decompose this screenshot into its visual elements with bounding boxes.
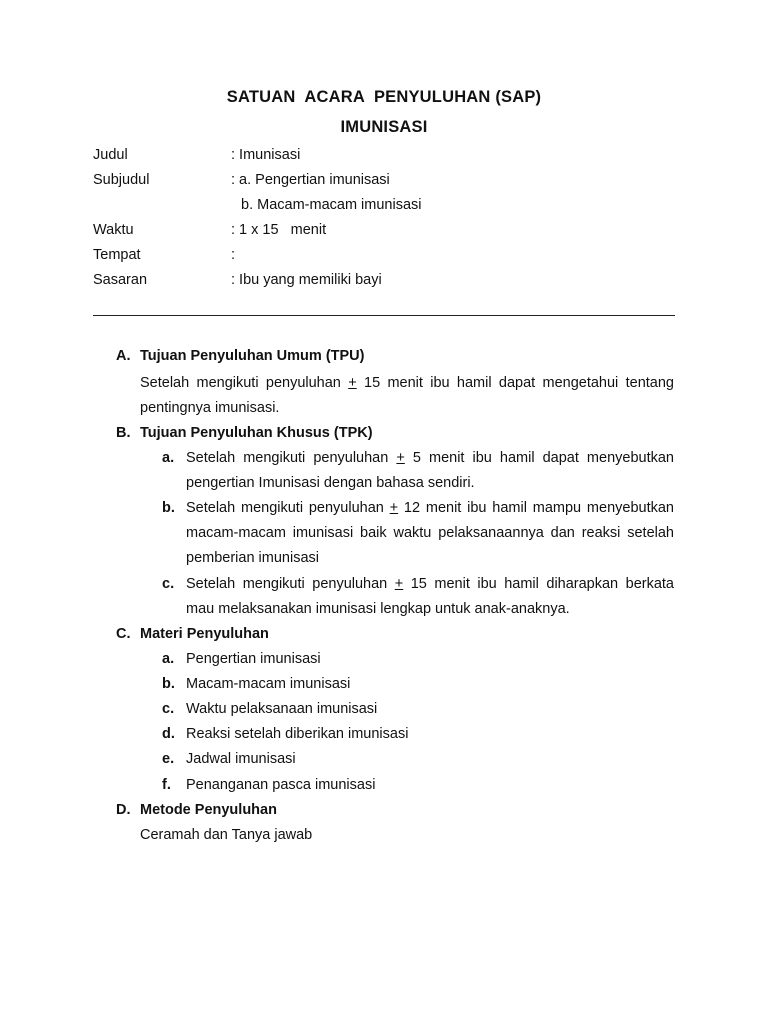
- meta-value: :: [231, 247, 236, 263]
- text-run: 15 menit ibu hamil diharapkan berkata mau melaksanakan imunisasi lengkap untuk anak-anaknya.: [186, 576, 675, 617]
- list-item-letter: c.: [162, 701, 175, 717]
- document-title: SATUAN ACARA PENYULUHAN (SAP): [226, 88, 542, 106]
- section-d-letter: D.: [116, 802, 131, 818]
- meta-label: Judul: [93, 147, 128, 163]
- list-item-text: Reaksi setelah diberikan imunisasi: [186, 726, 409, 742]
- meta-value: : Imunisasi: [231, 147, 301, 163]
- meta-label: Subjudul: [93, 172, 150, 188]
- list-item-letter: b.: [162, 676, 175, 692]
- section-c-title: Materi Penyuluhan: [140, 626, 269, 642]
- list-item-text: Jadwal imunisasi: [186, 751, 296, 767]
- text-run: 5 menit ibu hamil dapat menyebutkan pengertian Imunisasi dengan bahasa sendiri.: [186, 450, 674, 491]
- plus-minus-sign: +: [394, 576, 404, 592]
- text-run: Setelah mengikuti penyuluhan: [186, 450, 397, 466]
- text-run: 12 menit ibu hamil mampu menyebutkan macam-macam imunisasi baik waktu pelaksanaannya dan reaksi setelah pemberian imunisasi: [186, 500, 674, 566]
- meta-value: b. Macam-macam imunisasi: [241, 197, 422, 213]
- list-item-text: Penanganan pasca imunisasi: [186, 777, 376, 793]
- list-item-letter: b.: [162, 500, 175, 516]
- section-d-title: Metode Penyuluhan: [140, 802, 277, 818]
- section-b-title: Tujuan Penyuluhan Khusus (TPK): [140, 425, 373, 441]
- list-item-text: [186, 446, 674, 496]
- list-item-text: [186, 496, 674, 571]
- plus-minus-sign: +: [396, 450, 405, 466]
- text-run: Setelah mengikuti penyuluhan: [186, 576, 395, 592]
- text-run: 15 menit ibu hamil dapat mengetahui tentang pentingnya imunisasi.: [140, 375, 674, 416]
- section-c-letter: C.: [116, 626, 131, 642]
- meta-value: : Ibu yang memiliki bayi: [231, 272, 382, 288]
- list-item-letter: c.: [162, 576, 175, 592]
- list-item-letter: f.: [162, 777, 171, 793]
- plus-minus-sign: +: [389, 500, 399, 516]
- list-item-text: Pengertian imunisasi: [186, 651, 321, 667]
- list-item-letter: d.: [162, 726, 175, 742]
- meta-label: Tempat: [93, 247, 141, 263]
- list-item-letter: a.: [162, 450, 175, 466]
- list-item-text: Waktu pelaksanaan imunisasi: [186, 701, 378, 717]
- section-a-paragraph: [140, 371, 674, 421]
- meta-value: : 1 x 15 menit: [231, 222, 327, 238]
- section-a-letter: A.: [116, 348, 131, 364]
- text-run: Setelah mengikuti penyuluhan: [186, 500, 390, 516]
- text-run: Setelah mengikuti penyuluhan: [140, 375, 349, 391]
- list-item-text: Macam-macam imunisasi: [186, 676, 351, 692]
- meta-label: Waktu: [93, 222, 134, 238]
- list-item-text: [186, 572, 674, 622]
- section-d-paragraph: Ceramah dan Tanya jawab: [140, 827, 313, 843]
- list-item-letter: e.: [162, 751, 175, 767]
- meta-label: Sasaran: [93, 272, 148, 288]
- section-b-letter: B.: [116, 425, 131, 441]
- section-a-title: Tujuan Penyuluhan Umum (TPU): [140, 348, 365, 364]
- meta-value: : a. Pengertian imunisasi: [231, 172, 390, 188]
- list-item-letter: a.: [162, 651, 175, 667]
- document-subtitle: IMUNISASI: [340, 118, 428, 136]
- plus-minus-sign: +: [348, 375, 357, 391]
- divider: [93, 315, 675, 316]
